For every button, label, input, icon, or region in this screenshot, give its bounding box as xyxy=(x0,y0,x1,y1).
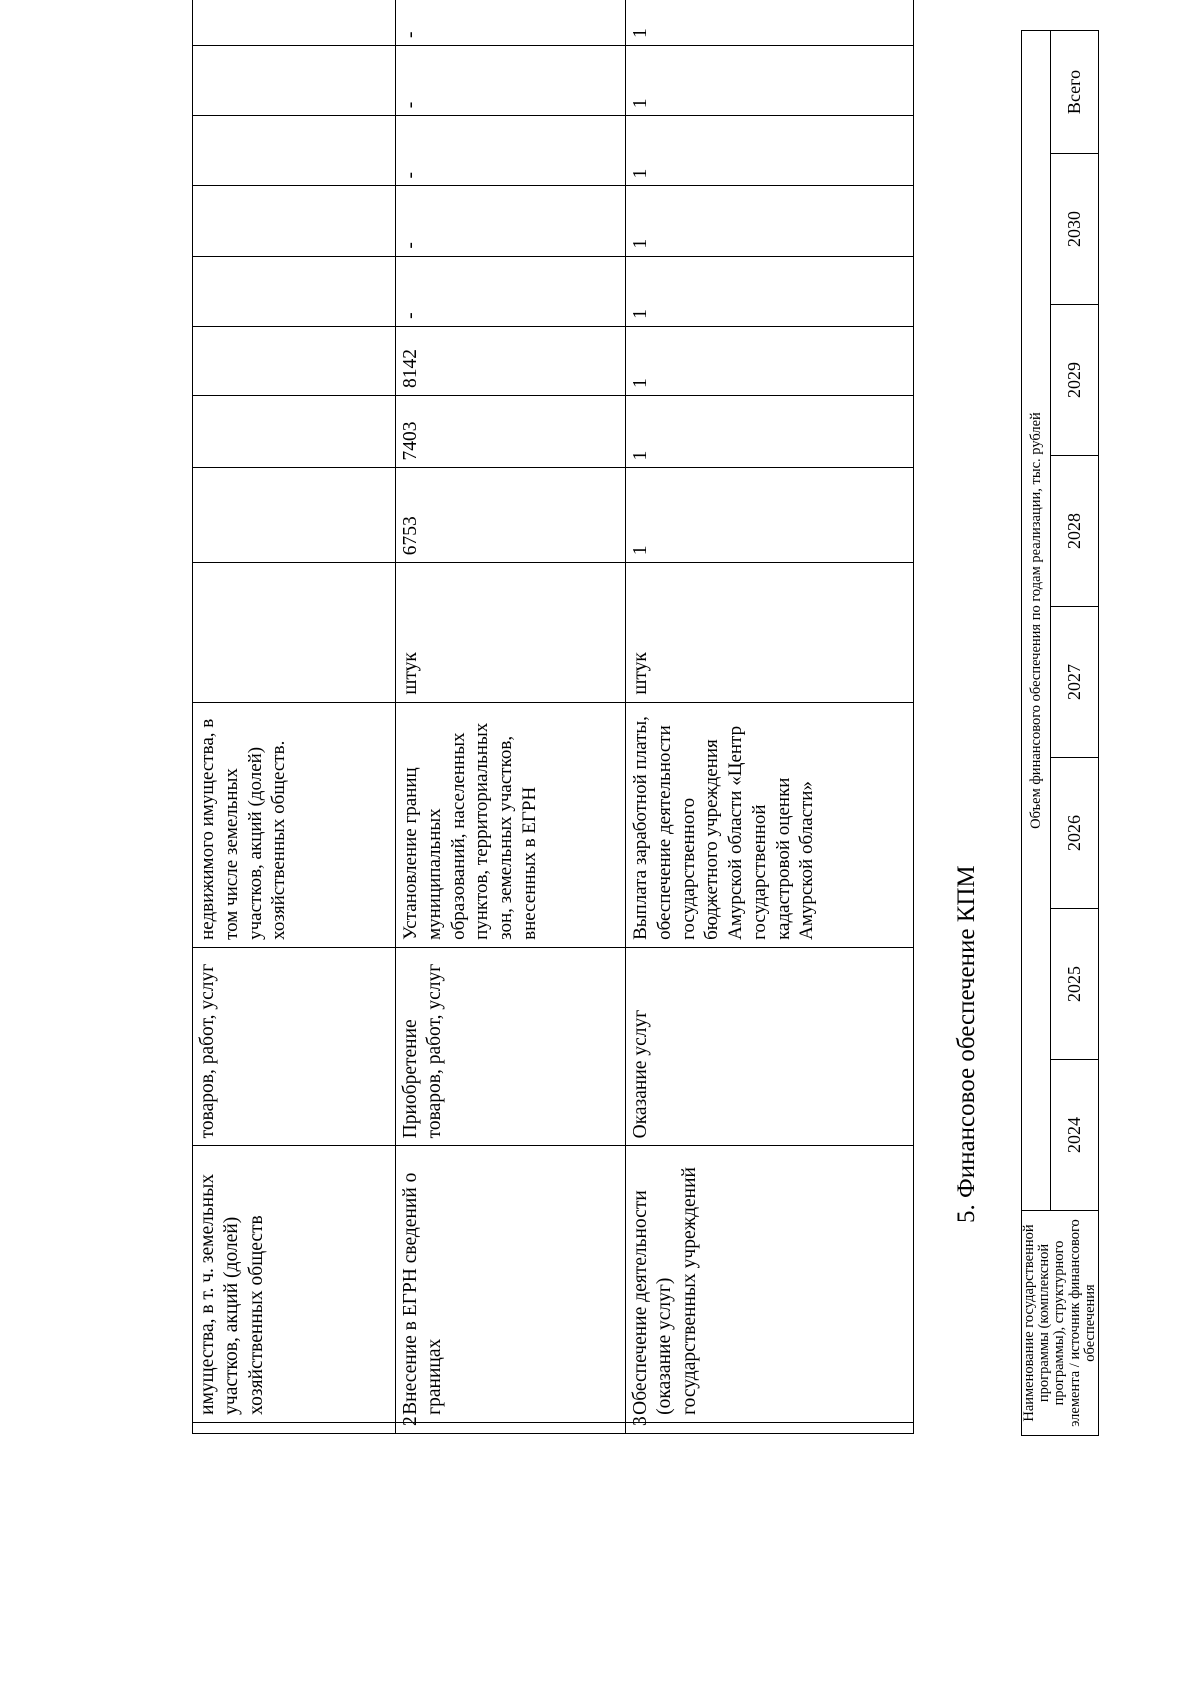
value-2024: 1 xyxy=(626,468,914,563)
row-number: 3 xyxy=(626,1422,914,1433)
value-2030 xyxy=(193,45,396,115)
row-number xyxy=(193,1422,396,1433)
value-2030: - xyxy=(396,45,626,115)
value-2026: 1 xyxy=(626,326,914,395)
total-header: Всего xyxy=(1051,30,1099,153)
year-header: 2026 xyxy=(1051,758,1099,909)
value-2028 xyxy=(193,186,396,256)
row-unit: штук xyxy=(396,563,626,702)
value-2029: - xyxy=(396,116,626,186)
value-2025: 1 xyxy=(626,396,914,468)
value-2024: 6753 xyxy=(396,468,626,563)
row-unit xyxy=(193,563,396,702)
year-header: 2027 xyxy=(1051,607,1099,758)
value-2029 xyxy=(193,116,396,186)
row-description: Выплата заработной платы, обеспечение деятельности государственного бюджетного учреждения Амурской области «Центр государственной кадастровой оценки Амурской области» xyxy=(626,702,914,947)
table-row xyxy=(193,0,396,1434)
value-extra: - xyxy=(396,0,626,45)
value-extra xyxy=(193,0,396,45)
table-row xyxy=(626,0,914,1434)
value-2028: - xyxy=(396,186,626,256)
row-name: имущества, в т. ч. земельных участков, акций (долей) хозяйственных обществ xyxy=(193,1146,396,1423)
row-name: Внесение в ЕГРН сведений о границах xyxy=(396,1146,626,1423)
value-2025: 7403 xyxy=(396,396,626,468)
value-2024 xyxy=(193,468,396,563)
finance-top-header: Объем финансового обеспечения по годам реализации, тыс. рублей xyxy=(1022,30,1051,1210)
row-number: 2 xyxy=(396,1422,626,1433)
results-table xyxy=(192,0,914,1434)
value-extra: 1 xyxy=(626,0,914,45)
value-2027: - xyxy=(396,256,626,326)
value-2025 xyxy=(193,396,396,468)
row-name: Обеспечение деятельности (оказание услуг) государственных учреждений xyxy=(626,1146,914,1423)
row-type: Оказание услуг xyxy=(626,947,914,1145)
row-type: товаров, работ, услуг xyxy=(193,947,396,1145)
year-header: 2030 xyxy=(1051,154,1099,305)
table-row xyxy=(396,0,626,1434)
row-unit: штук xyxy=(626,563,914,702)
row-description: недвижимого имущества, в том числе земельных участков, акций (долей) хозяйственных обществ. xyxy=(193,702,396,947)
value-2030: 1 xyxy=(626,45,914,115)
year-header: 2029 xyxy=(1051,305,1099,456)
value-2028: 1 xyxy=(626,186,914,256)
section-heading: 5. Финансовое обеспечение КПМ xyxy=(953,865,980,1223)
year-header: 2024 xyxy=(1051,1060,1099,1211)
year-header: 2025 xyxy=(1051,909,1099,1060)
value-2027: 1 xyxy=(626,256,914,326)
value-2026: 8142 xyxy=(396,326,626,395)
row-type: Приобретение товаров, работ, услуг xyxy=(396,947,626,1145)
value-2026 xyxy=(193,326,396,395)
finance-left-header: Наименование государственной программы (комплексной программы), структурного элемента / источник финансового обеспечения xyxy=(1022,1211,1099,1436)
value-2029: 1 xyxy=(626,116,914,186)
year-header: 2028 xyxy=(1051,456,1099,607)
value-2027 xyxy=(193,256,396,326)
finance-table xyxy=(1021,30,1099,1436)
row-description: Установление границ муниципальных образований, населенных пунктов, территориальных зон, земельных участков, внесенных в ЕГРН xyxy=(396,702,626,947)
